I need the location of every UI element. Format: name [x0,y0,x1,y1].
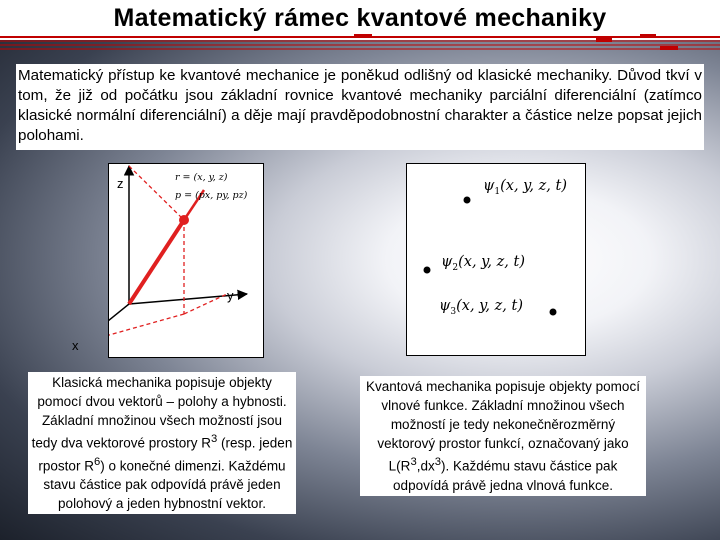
quantum-caption: Kvantová mechanika popisuje objekty pomocí vlnové funkce. Základní množinou všech možností je tedy nekonečněrozměrný vektorový prostor funkcí, označovaný jako $L(R^3,dx^3)$. Každému stavu částice pak odpovídá právě jedna vlnová funkce. [360,376,646,496]
page-title: Matematický rámec kvantové mechaniky [113,4,607,32]
y-axis-label: y [227,288,234,303]
position-vector [129,220,184,304]
classical-diagram [108,163,264,358]
particle-dots [407,164,587,357]
particle-dot-1 [464,197,471,204]
x-axis-label: x [72,338,79,353]
z-axis-label: z [117,176,124,191]
momentum-formula: p = (px, py, pz) [175,190,248,201]
position-formula: r = (x, y, z) [175,172,228,183]
psi2-formula: $\psi_2(x$, y, z, t) [441,254,525,273]
psi3-formula: $\psi_3(x$, y, z, t) [439,298,523,317]
quantum-diagram [406,163,586,356]
particle-dot-3 [550,309,557,316]
classical-caption: Klasická mechanika popisuje objekty pomocí dvou vektorů – polohy a hybnosti. Základní množinou všech možností jsou tedy dva vektorové prostory $R^3$ (resp. jeden rpostor $R^6$) o konečné dimenzi. Každému stavu částice pak odpovídá právě jeden polohový a jeden hybnostní vektor. [28,372,296,514]
particle-dot-2 [424,267,431,274]
psi1-formula: $\psi_1(x$, y, z, t) [483,178,567,197]
title-decoration [0,34,720,54]
intro-paragraph: Matematický přístup ke kvantové mechanice je poněkud odlišný od klasické mechaniky. Důvod tkví v tom, že již od počátku jsou základní rovnice kvantové mechaniky parciální diferenciální (zatímco klasické normální diferenciální) a děje mají pravděpodobnostní charakter a částice nelze popsat jejich polohami. [16,64,704,150]
particle-dot [179,215,189,225]
